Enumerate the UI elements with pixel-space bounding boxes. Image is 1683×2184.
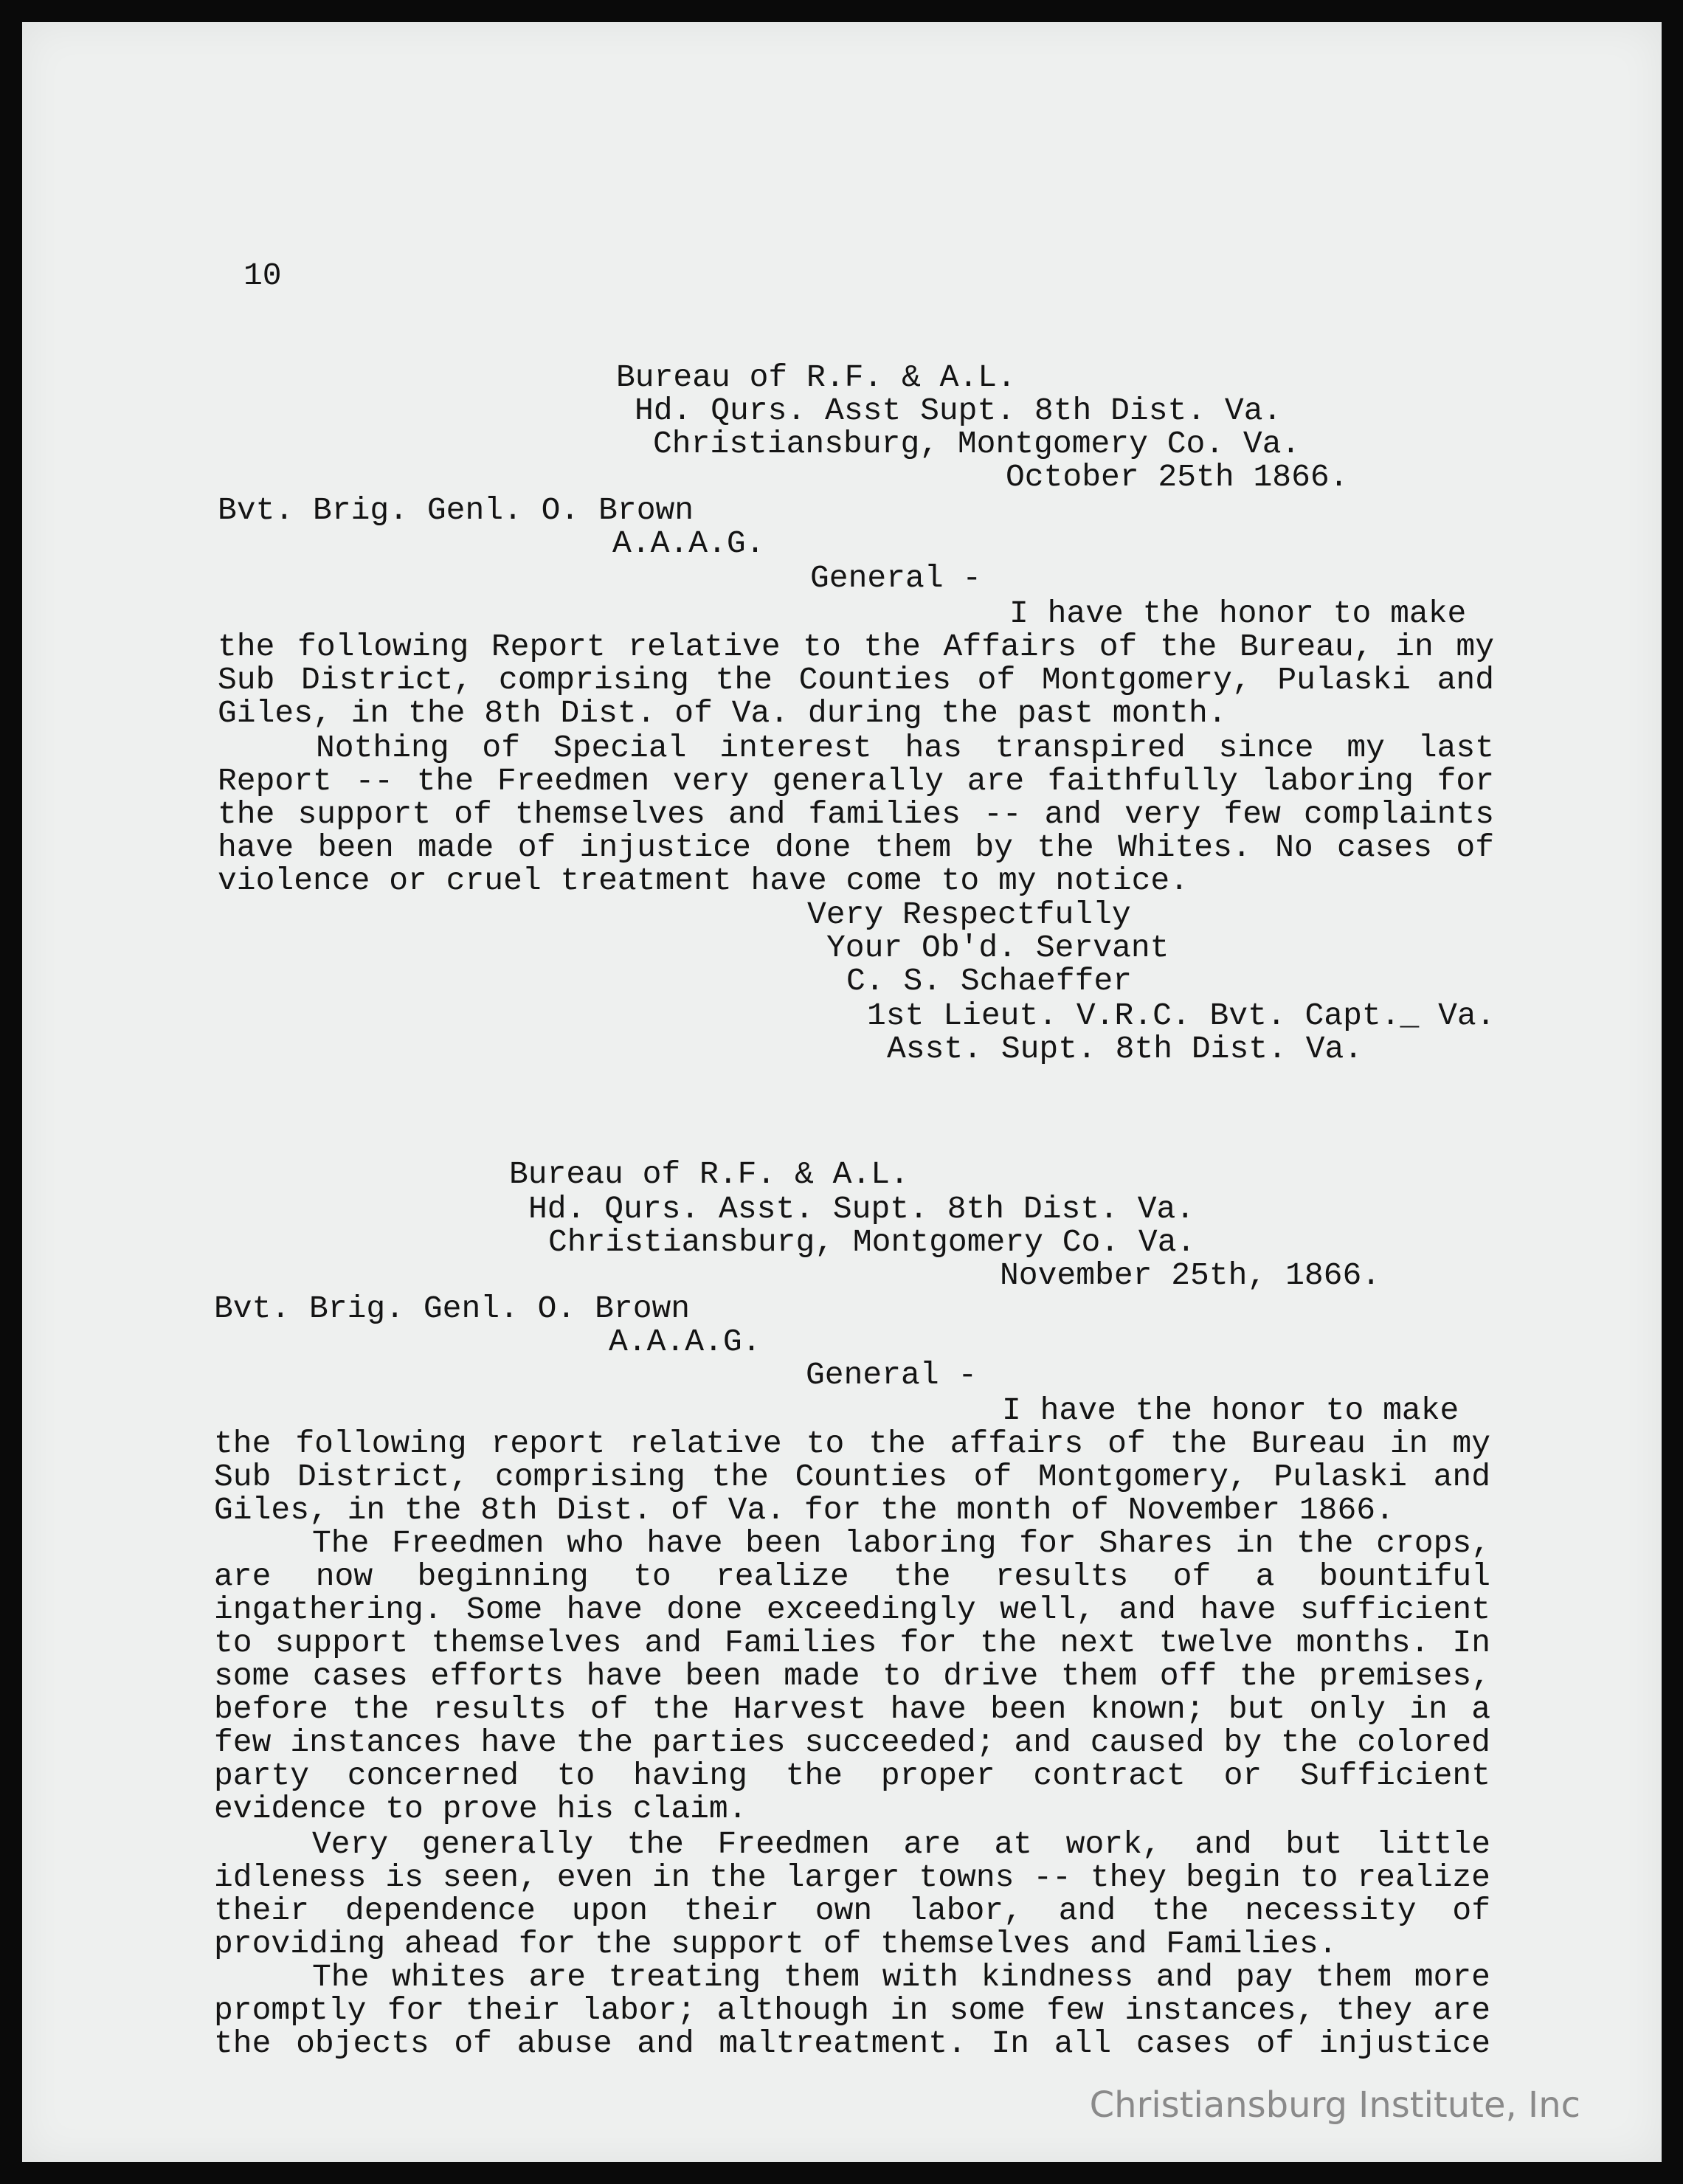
letter-date: November 25th, 1866. — [1000, 1257, 1381, 1293]
body-line: Report -- the Freedmen very generally are faithfully laboring for — [218, 763, 1494, 799]
body-line: Very generally the Freedmen are at work, and but little — [312, 1826, 1490, 1862]
addressee-title: A.A.A.G. — [609, 1324, 761, 1360]
body-line: providing ahead for the support of themselves and Families. — [214, 1926, 1338, 1962]
body-line: The whites are treating them with kindness and pay them more — [312, 1959, 1490, 1995]
signature-name: C. S. Schaeffer — [846, 963, 1133, 999]
page-number: 10 — [243, 258, 282, 294]
body-line: idleness is seen, even in the larger towns -- they begin to realize — [214, 1859, 1490, 1896]
body-line: evidence to prove his claim. — [214, 1791, 747, 1827]
body-line: have been made of injustice done them by the Whites. No cases of — [218, 829, 1494, 865]
body-line: I have the honor to make — [1009, 595, 1467, 632]
salutation: General - — [806, 1357, 978, 1393]
body-line: Nothing of Special interest has transpired since my last — [316, 730, 1494, 766]
document-page — [22, 22, 1662, 2162]
addressee: Bvt. Brig. Genl. O. Brown — [214, 1290, 691, 1327]
signature-office: Asst. Supt. 8th Dist. Va. — [887, 1031, 1364, 1067]
body-line: the following report relative to the affairs of the Bureau in my — [214, 1426, 1490, 1462]
addressee: Bvt. Brig. Genl. O. Brown — [218, 492, 694, 528]
body-line: their dependence upon their own labor, and the necessity of — [214, 1893, 1490, 1929]
addressee-title: A.A.A.G. — [612, 525, 765, 561]
body-line: Giles, in the 8th Dist. of Va. for the month of November 1866. — [214, 1492, 1395, 1528]
letterhead-headquarters: Hd. Qurs. Asst Supt. 8th Dist. Va. — [635, 393, 1282, 429]
body-line: some cases efforts have been made to drive them off the premises, — [214, 1658, 1490, 1694]
letter-date: October 25th 1866. — [1006, 459, 1349, 495]
salutation: General - — [810, 560, 982, 596]
body-line: Sub District, comprising the Counties of Montgomery, Pulaski and — [218, 662, 1494, 698]
signature-rank: 1st Lieut. V.R.C. Bvt. Capt._ Va. — [867, 998, 1496, 1034]
body-line: the support of themselves and families -- and very few complaints — [218, 796, 1494, 832]
body-line: Sub District, comprising the Counties of Montgomery, Pulaski and — [214, 1459, 1490, 1495]
body-line: party concerned to having the proper contract or Sufficient — [214, 1758, 1490, 1794]
letterhead-bureau: Bureau of R.F. & A.L. — [616, 359, 1016, 395]
letterhead-headquarters: Hd. Qurs. Asst. Supt. 8th Dist. Va. — [528, 1191, 1195, 1227]
closing-line: Your Ob'd. Servant — [826, 930, 1169, 966]
body-line: few instances have the parties succeeded; and caused by the colored — [214, 1724, 1490, 1760]
body-line: violence or cruel treatment have come to my notice. — [218, 863, 1189, 899]
body-line: to support themselves and Families for the next twelve months. In — [214, 1625, 1490, 1661]
letterhead-bureau: Bureau of R.F. & A.L. — [509, 1156, 909, 1192]
body-line: Giles, in the 8th Dist. of Va. during the past month. — [218, 695, 1227, 731]
body-line: are now beginning to realize the results of a bountiful — [214, 1558, 1490, 1594]
body-line: promptly for their labor; although in some few instances, they are — [214, 1992, 1490, 2028]
body-line: the following Report relative to the Affairs of the Bureau, in my — [218, 629, 1494, 665]
body-line: I have the honor to make — [1002, 1392, 1459, 1428]
letterhead-location: Christiansburg, Montgomery Co. Va. — [548, 1224, 1196, 1260]
closing-line: Very Respectfully — [807, 896, 1131, 933]
body-line: before the results of the Harvest have been known; but only in a — [214, 1691, 1490, 1727]
body-line: The Freedmen who have been laboring for Shares in the crops, — [312, 1525, 1490, 1561]
watermark: Christiansburg Institute, Inc — [1089, 2084, 1580, 2126]
body-line: the objects of abuse and maltreatment. In all cases of injustice — [214, 2025, 1490, 2062]
body-line: ingathering. Some have done exceedingly well, and have sufficient — [214, 1592, 1490, 1628]
letterhead-location: Christiansburg, Montgomery Co. Va. — [653, 426, 1301, 462]
